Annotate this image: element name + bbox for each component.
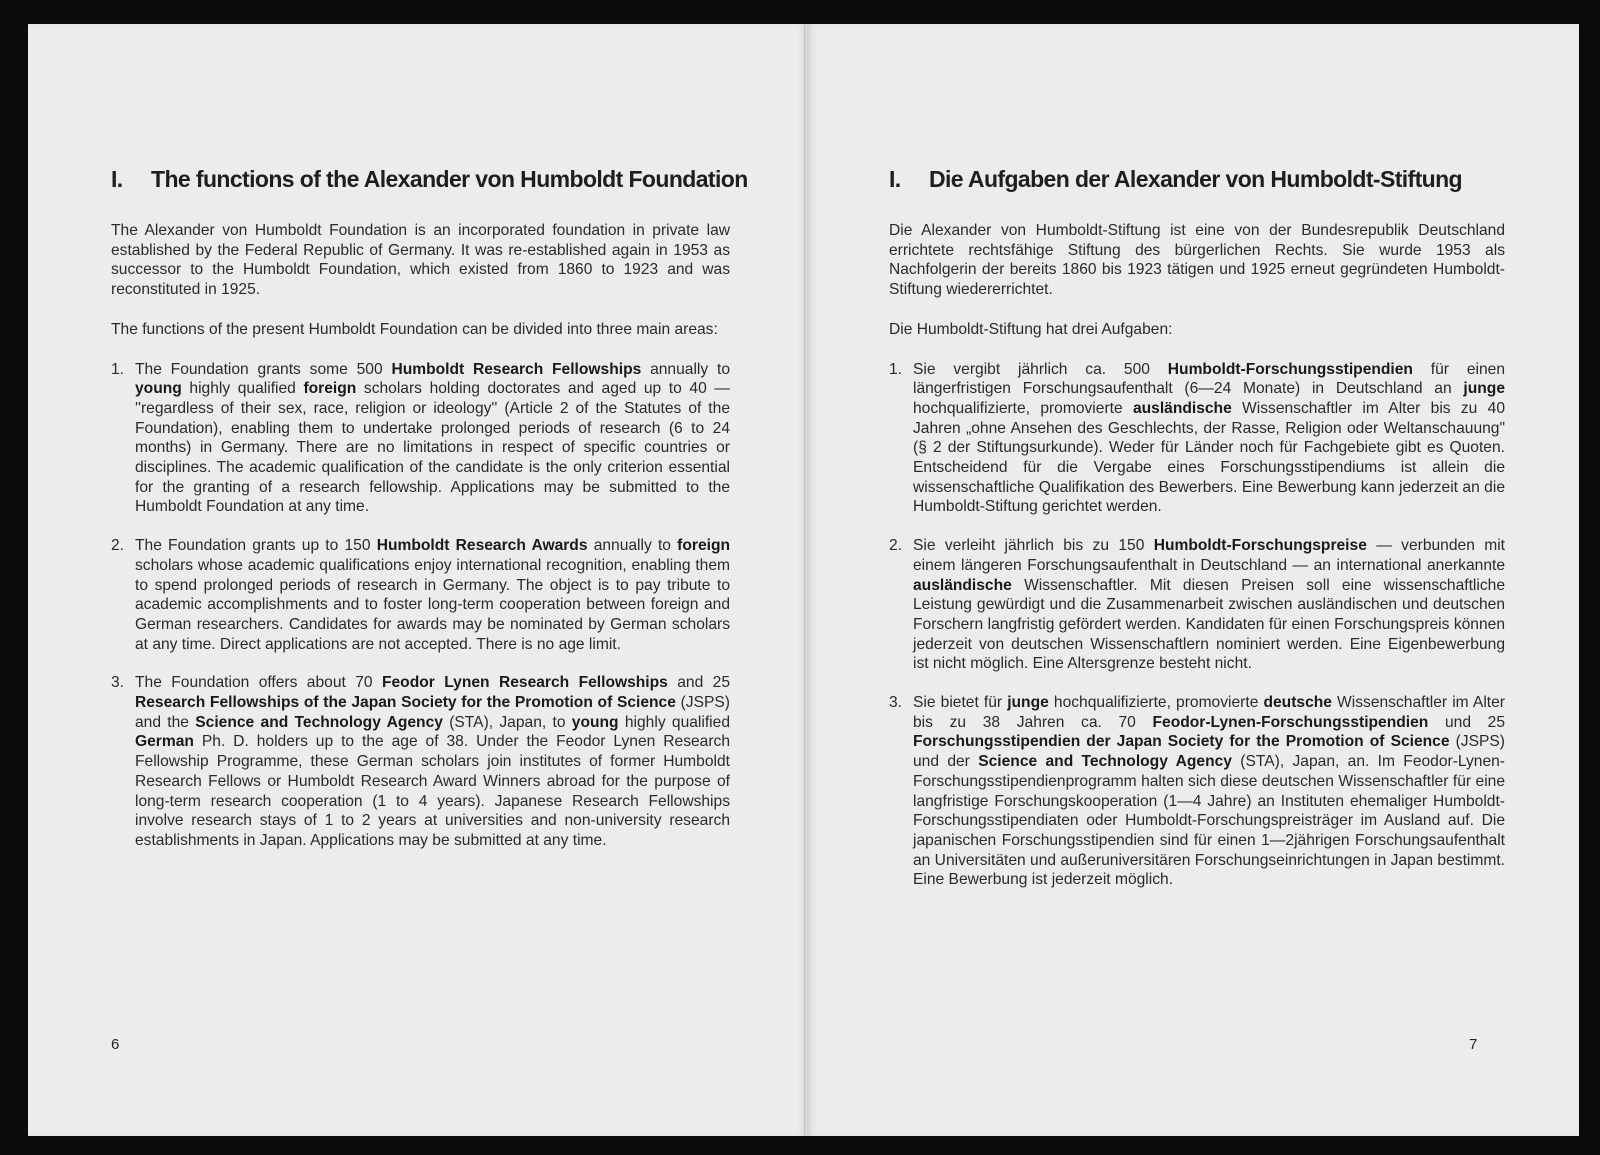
list-item-number: 3. bbox=[889, 694, 903, 712]
item-emphasis: Feodor Lynen Research Fellowships bbox=[381, 674, 668, 692]
right-heading-number: I. bbox=[889, 166, 901, 192]
item-emphasis: junge bbox=[1007, 694, 1049, 712]
item-text: highly qualified bbox=[618, 713, 730, 731]
right-heading bbox=[889, 166, 1505, 193]
item-emphasis: Science and Technology Agency bbox=[195, 713, 443, 731]
item-emphasis: Feodor-Lynen-Forschungsstipendien bbox=[1152, 713, 1429, 731]
item-emphasis: deutsche bbox=[1263, 694, 1332, 712]
left-intro-paragraph: The Alexander von Humboldt Foundation is an incorporated foundation in private law established by the Federal Republic of Germany. It was re-established again in 1953 as successor to the Humboldt Foundation, which existed from 1860 to 1923 and was reconstituted in 1925. bbox=[111, 222, 730, 299]
right-page-number: 7 bbox=[1469, 1036, 1478, 1053]
item-text: Sie verleiht jährlich bis zu 150 bbox=[913, 537, 1154, 555]
item-emphasis: Humboldt-Forschungsstipendien bbox=[1167, 360, 1413, 378]
right-function-list bbox=[889, 360, 1505, 891]
item-emphasis: young bbox=[135, 380, 182, 398]
item-text: Sie vergibt jährlich ca. 500 bbox=[913, 360, 1168, 378]
item-text: Sie bietet für bbox=[913, 694, 1008, 712]
right-list-item-2 bbox=[889, 536, 1505, 674]
item-emphasis: Research Fellowships of the Japan Society for the Promotion of Science bbox=[135, 694, 676, 712]
right-list-item-1 bbox=[889, 360, 1505, 518]
item-text: hochqualifizierte, promovierte bbox=[1048, 694, 1264, 712]
left-page-content bbox=[111, 166, 748, 870]
item-text: annually to bbox=[587, 537, 678, 555]
right-heading-title: Die Aufgaben der Alexander von Humboldt-Stiftung bbox=[929, 166, 1463, 192]
item-text: (JSPS) und der bbox=[913, 733, 1506, 771]
item-text: scholars holding doctorates and aged up to 40 — ''regardless of their sex, race, religion or ideology'' (Article 2 of the Statutes of the Foundation), enabling them to undertake prolonged periods of research (6 to 24 months) in Germany. There are no limitations in respect of specific countries or disciplines. The academic qualification of the candidate is the only criterion essential for the granting of a research fellowship. Applications may be submitted to the Humboldt Foundation at any time. bbox=[135, 380, 730, 516]
list-item-number: 2. bbox=[111, 537, 125, 555]
right-intro-paragraph: Die Alexander von Humboldt-Stiftung ist eine von der Bundesrepublik Deutschland errichtete rechtsfähige Stiftung des bürgerlichen Rechts. Sie wurde 1953 als Nachfolgerin der bereits 1860 bis 1923 tätigen und 1925 erneut gegründeten Humboldt-Stiftung wiedererrichtet. bbox=[889, 222, 1505, 299]
right-list-item-3 bbox=[889, 693, 1505, 890]
item-text: und 25 bbox=[1428, 713, 1505, 731]
list-item-number: 1. bbox=[111, 360, 125, 378]
left-heading-number: I. bbox=[111, 166, 123, 192]
item-emphasis: ausländische bbox=[1132, 399, 1232, 417]
left-list-item-3 bbox=[111, 673, 730, 850]
item-text: hochqualifizierte, promovierte bbox=[913, 399, 1133, 417]
item-emphasis: Humboldt-Forschungspreise bbox=[1153, 537, 1367, 555]
left-areas-paragraph: The functions of the present Humboldt Foundation can be divided into three main areas: bbox=[111, 320, 718, 338]
list-item-number: 2. bbox=[889, 537, 903, 555]
item-emphasis: Science and Technology Agency bbox=[978, 753, 1232, 771]
left-list-item-2 bbox=[111, 536, 730, 654]
right-areas-paragraph: Die Humboldt-Stiftung hat drei Aufgaben: bbox=[889, 320, 1173, 338]
item-emphasis: Humboldt Research Fellowships bbox=[391, 360, 642, 378]
item-text: für einen längerfristigen Forschungsaufenthalt (6—24 Monate) in Deutschland an bbox=[913, 360, 1505, 398]
item-text: Ph. D. holders up to the age of 38. Under the Feodor Lynen Research Fellowship Programme, these German scholars join institutes of former Humboldt Research Fellows or Humboldt Research Award Winners abroad for the purpose of long-term research cooperation (1 to 4 years). Japanese Research Fellowships involve research stays of 1 to 2 years at universities and non-university research establishments in Japan. Applications may be submitted at any time. bbox=[135, 733, 730, 849]
item-emphasis: Humboldt Research Awards bbox=[376, 537, 588, 555]
item-emphasis: ausländische bbox=[913, 576, 1012, 594]
left-heading bbox=[111, 166, 748, 193]
left-heading-title: The functions of the Alexander von Humboldt Foundation bbox=[151, 166, 748, 192]
item-text: (JSPS) and the bbox=[135, 694, 730, 731]
item-text: The Foundation offers about 70 bbox=[135, 674, 382, 692]
left-page bbox=[28, 24, 807, 1136]
item-emphasis: foreign bbox=[677, 537, 730, 555]
list-item-number: 3. bbox=[111, 674, 125, 692]
item-text: highly qualified bbox=[181, 380, 304, 398]
item-text: The Foundation grants up to 150 bbox=[135, 537, 377, 555]
left-page-number: 6 bbox=[111, 1036, 120, 1053]
item-emphasis: young bbox=[571, 713, 619, 731]
item-emphasis: Forschungsstipendien der Japan Society for the Promotion of Science bbox=[913, 733, 1450, 751]
left-list-item-1 bbox=[111, 360, 730, 518]
list-item-number: 1. bbox=[889, 360, 903, 378]
item-text: — verbunden mit einem längeren Forschungsaufenthalt in Deutschland — an international anerkannte bbox=[913, 537, 1506, 574]
item-text: Wissenschaftler im Alter bis zu 38 Jahren ca. 70 bbox=[913, 694, 1505, 731]
item-emphasis: junge bbox=[1463, 380, 1505, 398]
item-emphasis: German bbox=[135, 733, 194, 751]
item-text: (STA), Japan, to bbox=[442, 713, 572, 731]
item-text: annually to bbox=[641, 360, 730, 378]
item-text: Wissenschaftler. Mit diesen Preisen soll eine wissenschaftliche Leistung gewürdigt und die Zusammenarbeit zwischen ausländischen und deutschen Forschern langfristig gefördert werden. Kandidaten für einen Forschungspreis können jederzeit von deutschen Wissenschaftlern nominiert werden. Eine Eigenbewerbung ist nicht möglich. Eine Altersgrenze besteht nicht. bbox=[913, 576, 1505, 673]
left-function-list bbox=[111, 360, 730, 851]
item-text: (STA), Japan, an. Im Feodor-Lynen-Forschungsstipendienprogramm halten sich diese deutschen Wissenschaftler für eine langfristige Forschungskooperation (1—4 Jahre) an Instituten ehemaliger Humboldt-Forschungsstipendiaten oder Humboldt-Forschungspreisträger im Ausland auf. Die japanischen Forschungsstipendien sind für einen 1—2jährigen Forschungsaufenthalt an Universitäten und außeruniversitären Forschungseinrichtungen in Japan bestimmt. Eine Bewerbung ist jederzeit möglich. bbox=[913, 753, 1506, 889]
item-text: Wissenschaftler im Alter bis zu 40 Jahren „ohne Ansehen des Geschlechts, der Rasse, Religion oder Weltanschauung" (§ 2 der Stiftungsurkunde). Weder für Länder noch für Fachgebiete gibt es Quoten. Entscheidend für die Vergabe eines Forschungsstipendiums ist allein die wissenschaftliche Qualifikation des Bewerbers. Eine Bewerbung kann jederzeit an die Humboldt-Stiftung gerichtet werden. bbox=[913, 399, 1505, 516]
right-page-content bbox=[889, 166, 1505, 909]
item-emphasis: foreign bbox=[303, 380, 357, 398]
item-text: The Foundation grants some 500 bbox=[135, 360, 392, 378]
item-text: scholars whose academic qualifications enjoy international recognition, enabling them to spend prolonged periods of research in Germany. The object is to pay tribute to academic accomplishments and to foster long-term cooperation between foreign and German researchers. Candidates for awards may be nominated by German scholars at any time. Direct applications are not accepted. There is no age limit. bbox=[135, 556, 730, 653]
right-page bbox=[807, 24, 1579, 1136]
item-text: and 25 bbox=[667, 674, 730, 692]
